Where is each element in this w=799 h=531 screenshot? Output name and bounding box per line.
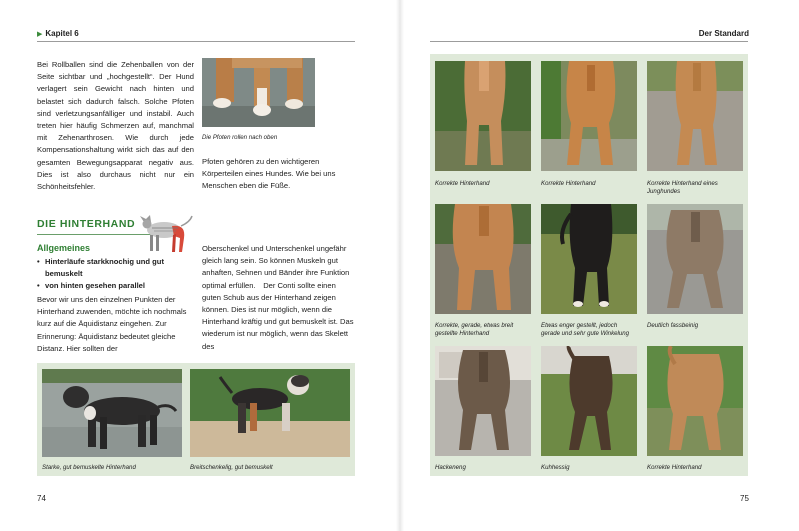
- paragraph-aequidistanz: Bevor wir uns den einzelnen Punkten der Hinterhand zuwenden, möchte ich nochmals kurz auf die Äquidistanz eingehen. Zur Erinnerung: Äquidistanz bedeutet gleiche Distanz. Hier sollten der: [37, 295, 187, 353]
- dog-rear-photo-9: [647, 346, 743, 456]
- bullet-item: • Hinterläufe starkknochig und gut bemuskelt: [37, 256, 197, 280]
- section-header: Der Standard: [698, 29, 749, 38]
- page-number-right: 75: [740, 494, 749, 503]
- section-title-underline: [37, 234, 152, 235]
- box-caption-left-1: Starke, gut bemuskelte Hinterhand: [42, 464, 136, 471]
- header-rule-left: [37, 41, 355, 42]
- grid-caption-1: Korrekte Hinterhand: [435, 180, 490, 187]
- header-rule-right: [430, 41, 748, 42]
- paws-photo: [202, 58, 315, 127]
- paragraph-rollballen: Bei Rollballen sind die Zehenballen von der Seite sichtbar und „hochgestellt“. Der Hund verlagert sein Gewicht nach hinten und belastet sich dadurch falsch. Solche Pfoten sind verletzungsanfälliger und instabil. Auch treten hier häufig Schmerzen auf, manchmal mit Zehenarthrosen. Wie durch jede Kompensationshaltung wirkt sich das auf den gesamten Bewegungsapparat negativ aus. Dies ist also durchaus nicht nur ein Schönheitsfehler.: [37, 60, 194, 192]
- dog-rear-photo-6: [647, 204, 743, 314]
- section-title: DIE HINTERHAND: [37, 218, 136, 230]
- dog-rear-photo-5: [541, 204, 637, 314]
- bullet-list: [37, 256, 197, 293]
- dog-rear-photo-8: [541, 346, 637, 456]
- grid-caption-2: Korrekte Hinterhand: [541, 180, 596, 187]
- subsection-title: Allgemeines: [37, 243, 91, 253]
- chapter-marker-icon: ▶: [37, 31, 43, 38]
- dog-photo-standing-tricolor: [190, 369, 350, 457]
- page-number-left: 74: [37, 494, 46, 503]
- grid-caption-5: Etwas enger gestellt, jedoch gerade und sehr gute Winkelung: [541, 322, 630, 337]
- chapter-label: Kapitel 6: [45, 29, 79, 38]
- dog-skeleton-hindquarter-icon: [138, 212, 194, 254]
- dog-rear-photo-7: [435, 346, 531, 456]
- grid-caption-7: Hackeneng: [435, 464, 466, 471]
- dog-rear-photo-4: [435, 204, 531, 314]
- bullet-item: • von hinten gesehen parallel: [37, 280, 197, 292]
- grid-caption-8: Kuhhessig: [541, 464, 570, 471]
- grid-caption-9: Korrekte Hinterhand: [647, 464, 702, 471]
- paws-caption: Die Pfoten rollen nach oben: [202, 134, 278, 141]
- dog-rear-photo-1: [435, 61, 531, 171]
- grid-caption-4: Korrekte, gerade, etwas breit gestellte Hinterhand: [435, 322, 514, 337]
- chapter-header: [37, 29, 79, 38]
- grid-caption-6: Deutlich fassbeinig: [647, 322, 699, 329]
- grid-caption-3: Korrekte Hinterhand eines Junghundes: [647, 180, 718, 195]
- dog-rear-photo-3: [647, 61, 743, 171]
- paragraph-pfoten: Pfoten gehören zu den wichtigeren Körperteilen eines Hundes. Wie bei uns Menschen eben die Füße.: [202, 157, 336, 191]
- box-caption-left-2: Breitschenkelig, gut bemuskelt: [190, 464, 273, 471]
- dog-rear-photo-2: [541, 61, 637, 171]
- book-gutter: [396, 0, 404, 531]
- paragraph-oberschenkel: Oberschenkel und Unterschenkel ungefähr gleich lang sein. So können Muskeln gut anhaften, Sehnen und Bänder ihre Funktion optimal erfüllen. Der Conti sollte einen guten Schub aus der Hinterhand zeigen können. Dies ist nur möglich, wenn die Hinterhand kräftig und gut bemuskelt ist. Das wiederum ist nur möglich, wenn das Skelett des: [202, 244, 354, 351]
- dog-photo-standing-dark: [42, 369, 182, 457]
